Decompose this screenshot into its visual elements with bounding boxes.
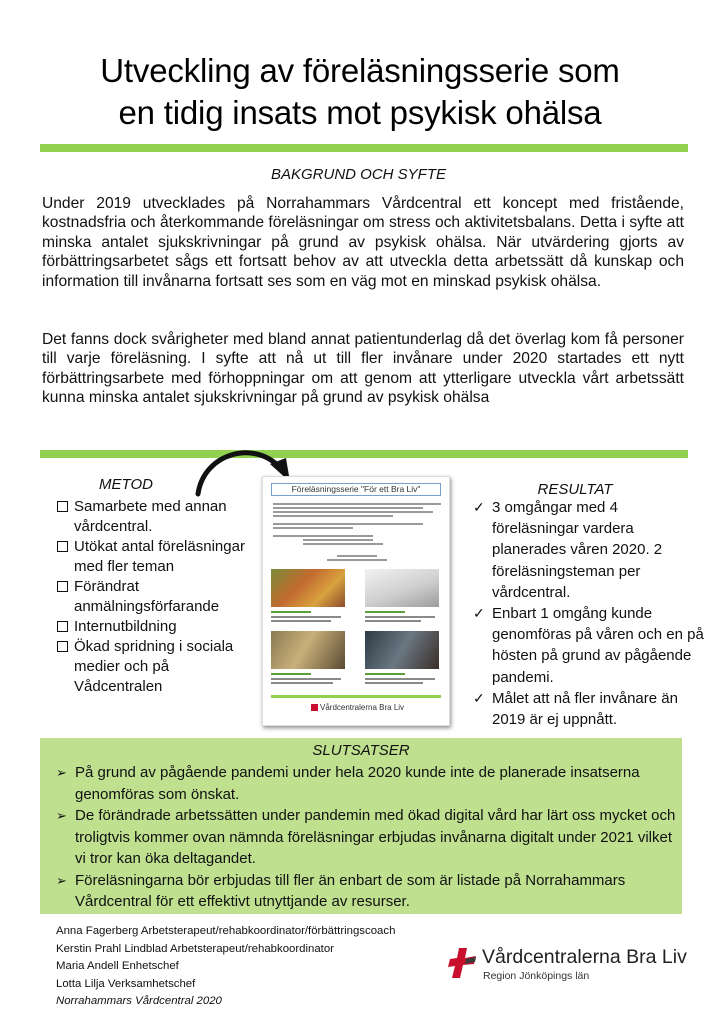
poster-mindfulness-photo [365,631,439,669]
checkbox-icon [57,581,68,592]
conclusions-list [56,762,676,913]
results-list [473,497,705,730]
divider-top [40,144,688,152]
method-list [56,497,246,697]
poster-sleep-photo [365,569,439,607]
checkbox-icon [57,541,68,552]
conclusion-item: ➢ De förändrade arbetssätten under pandemin med ökad digital vård har lärt oss mycket och troligtvis kommer ovan nämnda föreläsningar erbjudas invånarna digitalt under 2021 vilket vi tror kan öka deltagandet. [56,807,676,867]
divider-middle [40,450,688,458]
title-line-1: Utveckling av föreläsningsserie som [100,52,620,89]
checkbox-icon [57,621,68,632]
conclusions-heading: SLUTSATSER [312,742,410,759]
checkmark-icon: ✓ [473,689,485,706]
author-line: Lotta Lilja Verksamhetschef [56,977,196,990]
checkmark-icon: ✓ [473,499,485,515]
poster-thumb-title: Föreläsningsserie "För ett Bra Liv" [271,483,441,496]
arrow-bullet-icon: ➢ [56,872,67,888]
arrow-bullet-icon: ➢ [56,808,67,823]
author-line: Anna Fagerberg Arbetsterapeut/rehabkoordinator/förbättringscoach [56,925,396,937]
results-item: ✓ Enbart 1 omgång kunde genomföras på våren och en på hösten på grund av pågående pandemi. [473,605,704,686]
conclusions-box [40,738,682,914]
background-heading: BAKGRUND OCH SYFTE [270,166,447,183]
arrow-bullet-icon: ➢ [56,765,67,780]
method-item: Förändrat anmälningsförfarande [56,577,246,617]
poster-thumb-logo: Vårdcentralerna Bra Liv [311,703,404,712]
title-line-2: en tidig insats mot psykisk ohälsa [118,94,602,131]
checkbox-icon [57,641,68,652]
author-line: Maria Andell Enhetschef [56,960,179,973]
poster-activity-photo [271,631,345,669]
logo-name: Vårdcentralerna Bra Liv [482,946,687,968]
method-heading: METOD [99,476,153,493]
results-item: ✓ 3 omgångar med 4 föreläsningar vardera planerades våren 2020. 2 föreläsningsteman per vårdcentral. [473,499,663,601]
results-item: ✓ Målet att nå fler invånare än 2019 är ej uppnått. [473,689,678,729]
results-heading: RESULTAT [537,481,613,498]
conclusion-item: ➢ På grund av pågående pandemi under hela 2020 kunde inte de planerade insatserna genomföras som önskat. [56,764,640,803]
checkmark-icon: ✓ [473,605,485,622]
method-item: Internutbildning [56,617,246,637]
conclusion-item: ➢ Föreläsningarna bör erbjudas till fler än enbart de som är listade på Norrahammars Vårdcentral för ett effektivt utnyttjande av resurser. [56,871,626,910]
vardcentralerna-logo [446,946,686,988]
poster-title [40,50,680,134]
bra-liv-cross-icon [446,946,480,980]
method-item: Utökat antal föreläsningar med fler teman [56,537,246,577]
logo-region: Region Jönköpings län [483,970,590,982]
authors-block [56,923,395,1011]
background-paragraph-2: Det fanns dock svårigheter med bland annat patientunderlag då det överlag kom få personer till varje föreläsning. I syfte att nå ut till fler invånare under 2020 startades ett nytt förbättringsarbete med förhoppningar om att genom att ytterligare utveckla vårt arbetssätt kunna minska antalet sjukskrivningar på grund av psykisk ohälsa [42,331,684,407]
organization-line: Norrahammars Vårdcentral 2020 [56,995,222,1008]
background-paragraph-1: Under 2019 utvecklades på Norrahammars Vårdcentral ett koncept med fristående, kostnadsfria och återkommande föreläsningar om stress och aktivitetsbalans. Detta i syfte att minska antalet sjukskrivningar på grund av psykisk ohälsa. När utvärdering gjorts av förbättringsarbetet sågs ett fortsatt behov av att utveckla detta arbetssätt då kunskap och information till invånarna fortsatt ses som en väg mot en minskad psykisk ohälsa. [42,195,684,290]
method-item: Ökad spridning i sociala medier och på Vådcentralen [56,637,246,697]
mini-cross-icon [311,704,318,711]
checkbox-icon [57,501,68,512]
method-item: Samarbete med annan vårdcentral. [56,497,246,537]
author-line: Kerstin Prahl Lindblad Arbetsterapeut/rehabkoordinator [56,942,334,955]
poster-food-photo [271,569,345,607]
lecture-poster-image [262,476,450,726]
